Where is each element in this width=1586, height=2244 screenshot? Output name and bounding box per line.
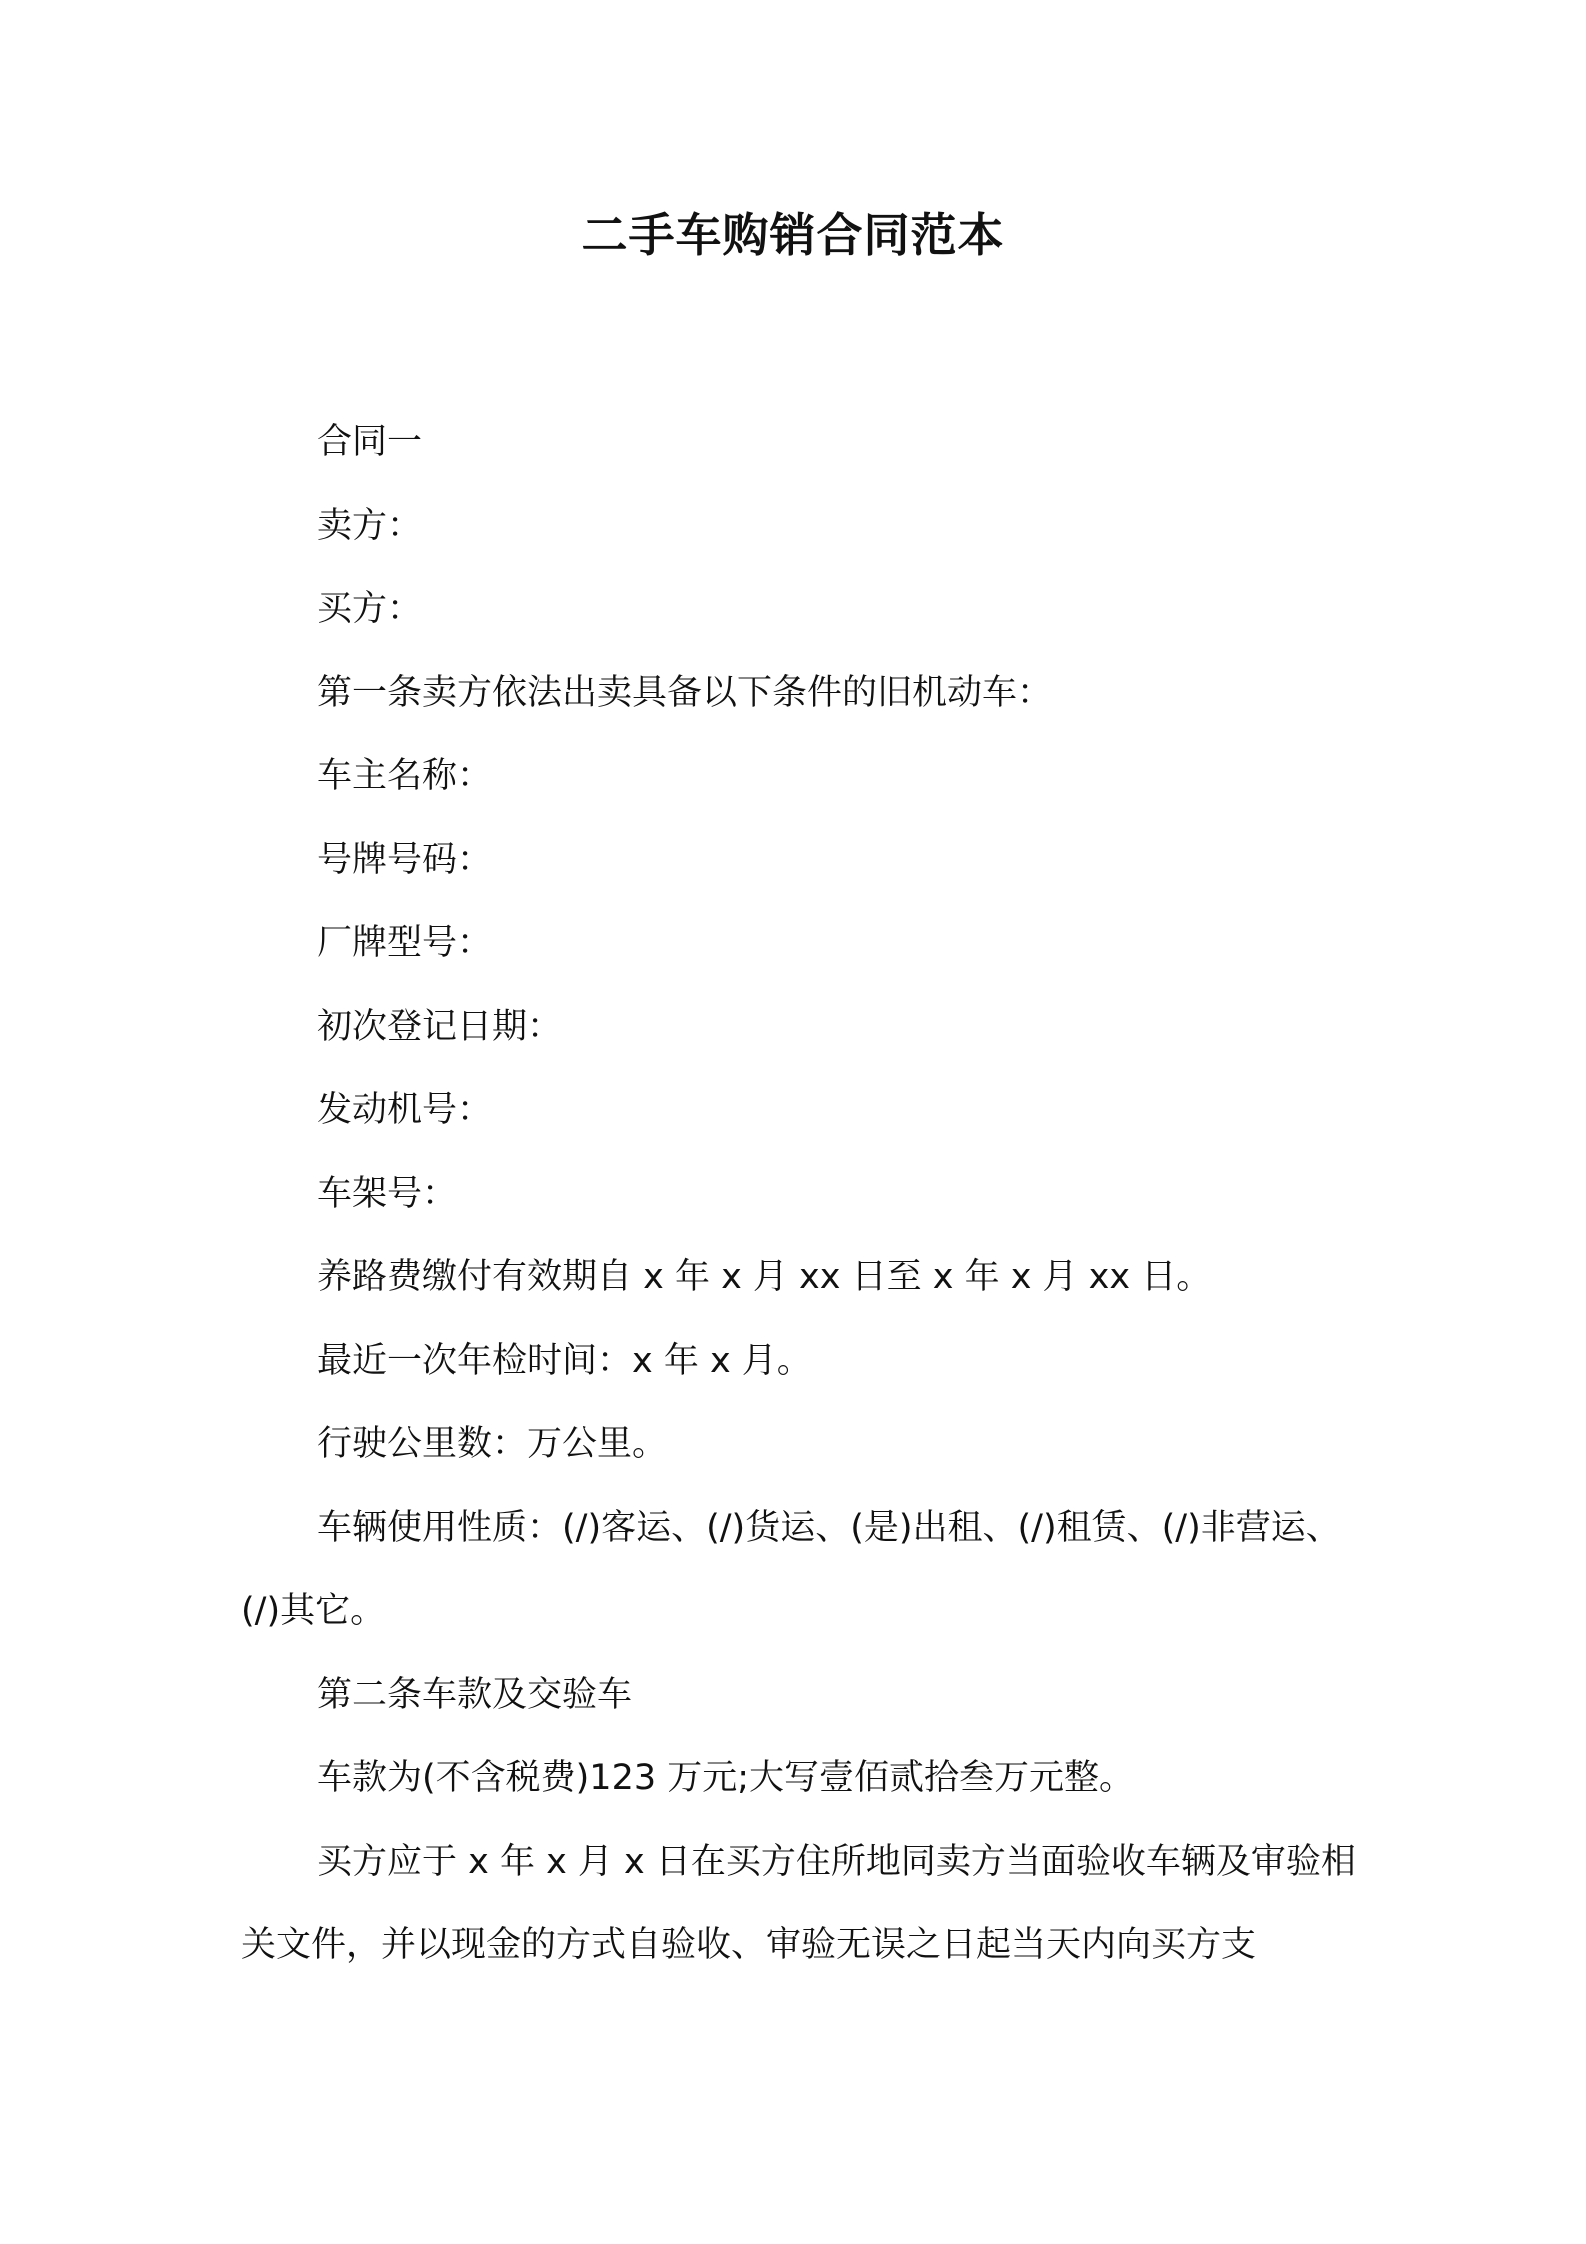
paragraph-vehicle-use: 车辆使用性质：(/)客运、(/)货运、(是)出租、(/)租赁、(/)非营运、(/)其它。: [241, 1507, 1341, 1631]
document-title: 二手车购销合同范本: [581, 208, 1005, 262]
paragraph-article-two: 第二条车款及交验车: [317, 1674, 633, 1715]
paragraph-first-registration: 初次登记日期：: [317, 1006, 563, 1047]
paragraph-frame-number: 车架号：: [317, 1173, 458, 1214]
paragraph-article-one: 第一条卖方依法出卖具备以下条件的旧机动车：: [317, 672, 1053, 713]
paragraph-plate-number: 号牌号码：: [317, 839, 493, 880]
paragraph-buyer: 买方：: [317, 589, 423, 629]
paragraph-engine-number: 发动机号：: [317, 1090, 493, 1130]
paragraph-owner-name: 车主名称：: [317, 756, 493, 796]
paragraph-mileage: 行驶公里数：万公里。: [317, 1424, 668, 1464]
paragraph-annual-inspection: 最近一次年检时间：x 年 x 月。: [317, 1340, 812, 1381]
paragraph-price: 车款为(不含税费)123 万元;大写壹佰贰拾叁万元整。: [317, 1758, 1135, 1798]
paragraph-brand-model: 厂牌型号：: [317, 923, 493, 963]
paragraph-road-fee: 养路费缴付有效期自 x 年 x 月 xx 日至 x 年 x 月 xx 日。: [317, 1257, 1212, 1297]
paragraph-inspection-payment: 买方应于 x 年 x 月 x 日在买方住所地同卖方当面验收车辆及审验相关文件，并以现金的方式自验收、审验无误之日起当天内向买方支: [241, 1841, 1356, 1965]
document-body: [241, 401, 1361, 1988]
paragraph-contract-one: 合同一: [317, 422, 423, 462]
paragraph-seller: 卖方：: [317, 505, 423, 546]
